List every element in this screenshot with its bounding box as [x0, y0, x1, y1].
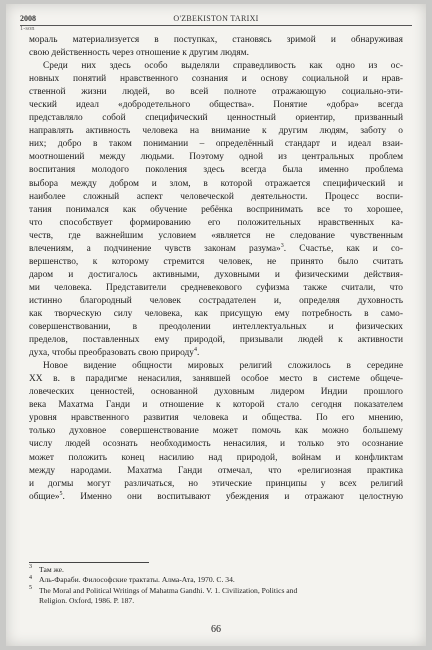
line-text: Новое видение общности мировых религий сложилось в середине: [43, 361, 403, 372]
text-line: [29, 34, 403, 47]
footnote-ref: 3: [280, 242, 284, 249]
line-text: как творческую силу человека, как присущую ему потребность в само-: [29, 308, 403, 319]
footnote: [29, 596, 403, 606]
text-line: [29, 491, 403, 504]
text-line: [29, 243, 403, 256]
line-text: числу людей осознать необходимость ненасилия, и только это осознание: [29, 439, 403, 450]
footnote-text: Аль-Фараби. Философские трактаты. Алма-Ата, 1970. С. 34.: [39, 575, 235, 585]
text-line: [29, 373, 403, 386]
text-line: [29, 321, 403, 334]
text-line: [29, 399, 403, 412]
line-text: влечениям, а подчинение чувств законам разума»: [29, 243, 281, 254]
line-text: и догмы могут различаться, но этические принципы у всех религий: [29, 478, 403, 489]
line-text: наиболее сложный аспект человеческой деятельности. Процесс воспи-: [29, 191, 403, 202]
text-line: [29, 99, 403, 112]
line-text: мораль материализуется в поступках, становясь зримой и обнаруживая: [29, 35, 403, 45]
text-line: [29, 86, 403, 99]
line-text: вершенство, к которому стремится человек, не принято было считать: [29, 256, 403, 267]
line-text: новных понятий нравственного сознания и основу социальной и нрав-: [29, 74, 403, 85]
text-line: [29, 452, 403, 465]
footnote-ref: 4: [193, 347, 197, 353]
line-text: тания понимался как обучение ребёнка воспринимать все то хорошее,: [29, 204, 403, 215]
footnote-rule: [29, 562, 149, 563]
text-line: [29, 47, 403, 60]
line-text-after-ref: .: [196, 348, 200, 359]
text-line: [29, 412, 403, 425]
line-text: духа, чтобы преобразовать свою природу: [29, 348, 194, 359]
text-line: [29, 360, 403, 373]
line-text: может положить конец насилию над природой, войнам и конфликтам: [29, 452, 403, 463]
book-page: [6, 4, 426, 646]
footnotes: [29, 565, 403, 607]
line-text: уровня нравственного развития человека и общества. По его мнению,: [29, 413, 403, 424]
line-text: свою действенность через отношение к другим людям.: [29, 48, 249, 59]
header-year: 2008: [20, 14, 36, 23]
line-text-after-ref: . Счастье, как и со-: [283, 243, 403, 254]
footnote-ref: 5: [59, 490, 63, 497]
text-line: [29, 308, 403, 321]
text-line: [29, 334, 403, 347]
text-line: [29, 125, 403, 138]
line-text: истинно благородный человек сострадателен и, определяя духовность: [29, 295, 403, 306]
text-line: [29, 164, 403, 177]
footnote-text: Religion. Oxford, 1986. P. 187.: [39, 596, 135, 606]
line-text: ловеческих ценностей, основанной духовным лидером Индии прошлого: [29, 387, 403, 398]
header-journal-title: O'ZBEKISTON TARIXI: [173, 14, 259, 23]
line-text: воспитания молодого поколения здесь всегда была именно проблема: [29, 165, 403, 176]
footnote-text: Там же.: [39, 565, 64, 574]
text-line: [29, 438, 403, 451]
text-line: [29, 347, 403, 360]
footnote: $^3$ Там же.: [29, 564, 64, 574]
text-line: [29, 465, 403, 478]
line-text: ми человека. Представители средневекового суфизма также считали, что: [29, 282, 403, 293]
line-text: ческий идеал «добродетельного общества». Понятие «добра» всегда: [29, 100, 403, 111]
line-text: них; добро в таком понимании – определённый стандарт и идеал взаи-: [29, 139, 403, 150]
text-line: [29, 151, 403, 164]
line-text: Среди них здесь особо выделяли справедливость как одно из ос-: [43, 61, 403, 72]
line-text: ственной жизни людей, во всей полноте отражающую социально-эти-: [29, 87, 403, 98]
page-number: 66: [211, 624, 221, 635]
line-text: века Махатма Ганди и отношение к которой стало сегодня показателем: [29, 400, 403, 411]
line-text: общие»: [29, 491, 60, 502]
header-issue: 1-son: [20, 25, 35, 32]
footnote: $^4$ Аль-Фараби. Философские трактаты. Алма-Ата, 1970. С. 34.: [29, 574, 235, 585]
text-line: [29, 73, 403, 86]
text-line: [29, 60, 403, 73]
line-text: XX в. в парадигме ненасилия, занявшей особое место в системе общече-: [29, 374, 403, 385]
text-line: [29, 295, 403, 308]
line-text: выбора между добром и злом, в которой отражается специфический и: [29, 178, 403, 189]
text-line: [29, 178, 403, 191]
text-line: [29, 112, 403, 125]
line-text: даром и достигалось активными, духовными и физическими действия-: [29, 269, 403, 280]
text-line: [29, 230, 403, 243]
line-text: пределов, поставленных ему природой, призывали людей к активности: [29, 335, 403, 346]
header-rule: [20, 25, 412, 26]
text-line: [29, 138, 403, 151]
text-line: [29, 478, 403, 491]
footnote-text: The Moral and Political Writings of Mahatma Gandhi. V. 1. Civilization, Politics and: [39, 585, 298, 595]
line-text: представляло собой специфический ценностный ориентир, призванный: [29, 113, 403, 124]
text-line: [29, 204, 403, 217]
text-line: [29, 386, 403, 399]
line-text: только духовное совершенствование может помочь как можно большему: [29, 426, 403, 437]
text-line: [29, 425, 403, 438]
text-line: [29, 269, 403, 282]
line-text-after-ref: . Именно они воспитывают убеждения и отражают целостную: [62, 491, 403, 502]
body-text: [29, 34, 403, 504]
footnote: $^5$ The Moral and Political Writings of Mahatma Gandhi. V. 1. Civilization, Politics and: [29, 585, 298, 595]
text-line: [29, 282, 403, 295]
line-text: направлять активность человека на внимание к другим людям, заботу о: [29, 126, 403, 137]
text-line: [29, 191, 403, 204]
text-line: [29, 217, 403, 230]
line-text: между народами. Махатма Ганди отмечал, что «религиозная практика: [29, 465, 403, 476]
line-text: что способствует формированию его положительных нравственных ка-: [29, 217, 403, 228]
line-text: моотношений между людьми. Поэтому одной из центральных проблем: [29, 152, 403, 163]
text-line: [29, 256, 403, 269]
line-text: совершенствовании, в преодолении интеллектуальных и физических: [29, 322, 403, 333]
line-text: честв, где важнейшим условием «является не следование чувственным: [29, 230, 403, 241]
